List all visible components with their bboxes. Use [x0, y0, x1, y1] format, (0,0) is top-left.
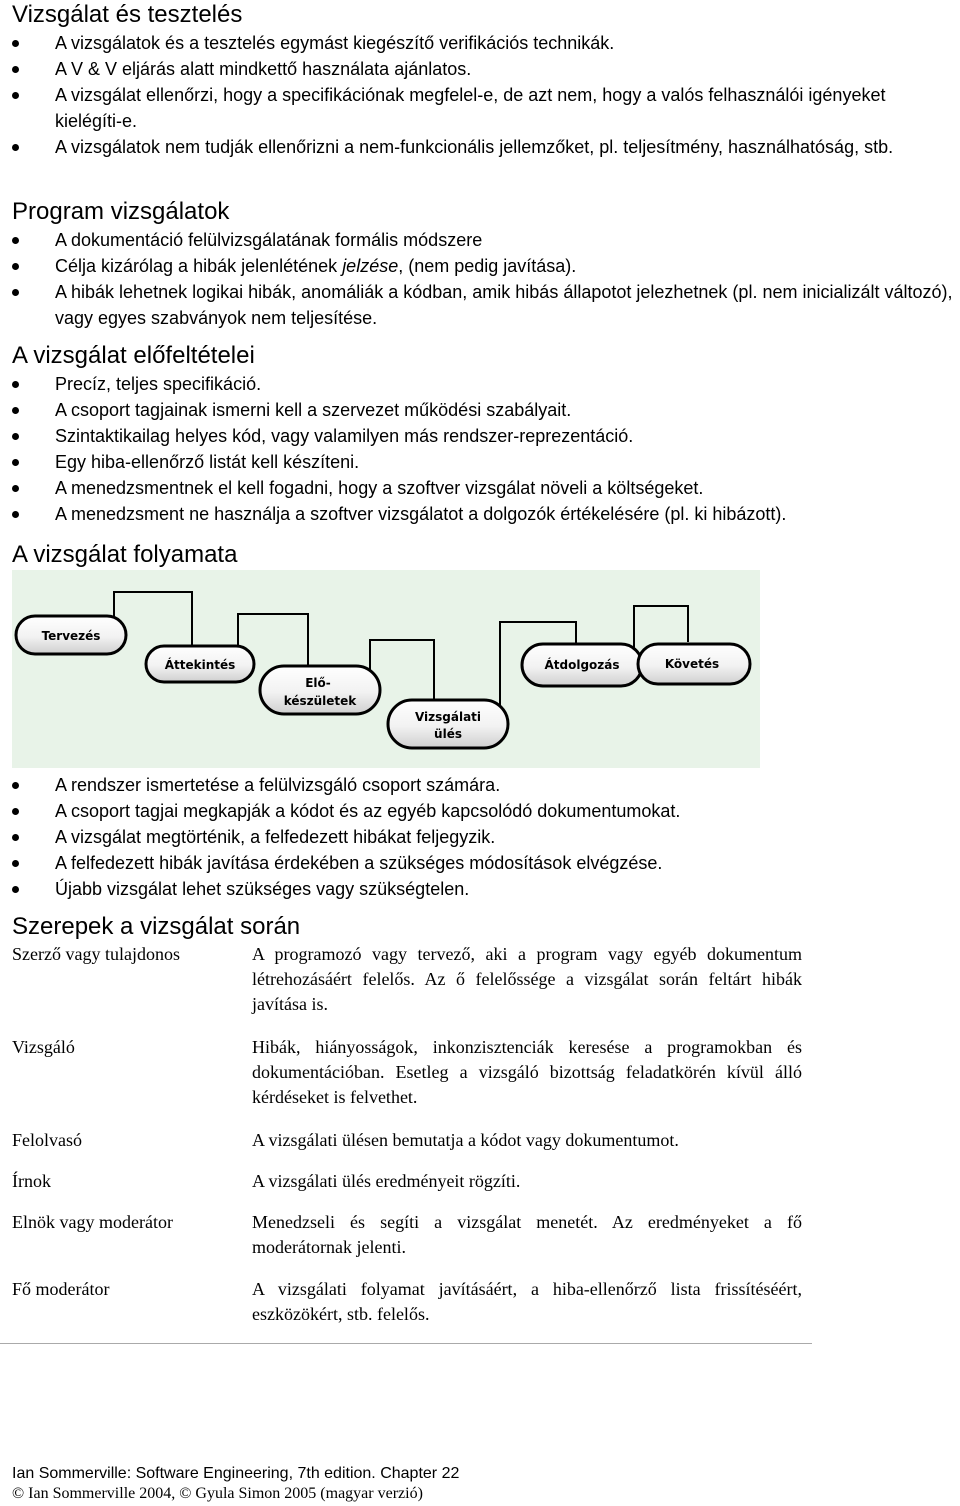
role-desc: Hibák, hiányosságok, inkonzisztenciák keresése a programokban és dokumentációban. Esetleg a vizsgáló bizottság feladatkörén kívül álló kérdéseket is felvethet. [252, 1037, 802, 1107]
bullet-icon [12, 66, 19, 73]
bullet-list-3 [12, 371, 957, 527]
role-desc: Menedzseli és segíti a vizsgálat menetét. Az eredményeket a fő moderátornak jelenti. [252, 1212, 802, 1257]
list-item-text: Egy hiba-ellenőrző listát kell készíteni. [55, 452, 360, 472]
bullet-list-4 [12, 772, 957, 902]
list-item-text: A dokumentáció felülvizsgálatának formális módszere [55, 230, 483, 250]
role-desc: A vizsgálati folyamat javításáért, a hiba-ellenőrző lista frissítéséért, eszközökért, stb. felelős. [252, 1279, 802, 1324]
bullet-icon [12, 433, 19, 440]
list-item [12, 772, 957, 798]
list-item [12, 253, 957, 279]
section-title-elofeltetelei: A vizsgálat előfeltételei [12, 342, 255, 369]
list-item-text: A menedzsment ne használja a szoftver vizsgálatot a dolgozók értékelésére (pl. ki hibázott). [55, 504, 787, 524]
role-name: Vizsgáló [12, 1037, 75, 1057]
list-item [12, 475, 957, 501]
role-name: Szerző vagy tulajdonos [12, 944, 180, 964]
list-item [12, 824, 957, 850]
list-item [12, 279, 957, 331]
list-item-text: Precíz, teljes specifikáció. [55, 374, 262, 394]
bullet-icon [12, 144, 19, 151]
bullet-icon [12, 860, 19, 867]
list-item [12, 227, 957, 253]
role-desc: A programozó vagy tervező, aki a program vagy egyéb dokumentum létrehozásáért felelős. Az ő felelőssége a vizsgálat során feltárt hibák javítása is. [252, 944, 802, 1014]
bullet-icon [12, 237, 19, 244]
list-item-text: A vizsgálat megtörténik, a felfedezett hibákat feljegyzik. [55, 827, 496, 847]
list-item [12, 134, 957, 160]
list-item [12, 397, 957, 423]
node-label-ules: ülés [434, 727, 462, 741]
list-item-text: A V & V eljárás alatt mindkettő használata ajánlatos. [55, 59, 472, 79]
role-name: Felolvasó [12, 1130, 82, 1150]
list-item-text: A vizsgálatok és a tesztelés egymást kiegészítő verifikációs technikák. [55, 33, 615, 53]
list-item-text: Szintaktikailag helyes kód, vagy valamilyen más rendszer-reprezentáció. [55, 426, 634, 446]
list-item-text: A menedzsmentnek el kell fogadni, hogy a szoftver vizsgálat növeli a költségeket. [55, 478, 704, 498]
list-item [12, 371, 957, 397]
node-label-atdolgozas: Átdolgozás [544, 658, 620, 672]
list-item-text: A hibák lehetnek logikai hibák, anomáliák a kódban, amik hibás állapotot jelezhetnek (pl. nem inicializált változó), vagy egyes szabványok nem teljesítése. [55, 282, 953, 328]
node-label-kovetes: Követés [664, 657, 720, 671]
divider [0, 1343, 812, 1344]
bullet-icon [12, 886, 19, 893]
bullet-list-2 [12, 227, 957, 331]
role-name: Írnok [12, 1171, 51, 1191]
node-label-tervezes: Tervezés [41, 629, 101, 643]
bullet-icon [12, 381, 19, 388]
list-item [12, 56, 957, 82]
list-item [12, 876, 957, 902]
bullet-list-1 [12, 30, 957, 160]
bullet-icon [12, 263, 19, 270]
footer-line-1: Ian Sommerville: Software Engineering, 7th edition. Chapter 22 [12, 1465, 460, 1482]
node-label-keszuletek: készületek [283, 694, 357, 708]
list-item-tail: , (nem pedig javítása). [398, 256, 577, 276]
list-item-text: Újabb vizsgálat lehet szükséges vagy szükségtelen. [55, 879, 470, 899]
node-label-attekintes: Áttekintés [164, 658, 236, 672]
list-item [12, 423, 957, 449]
list-item-text: A vizsgálatok nem tudják ellenőrizni a nem-funkcionális jellemzőket, pl. teljesítmény, használhatóság, stb. [55, 137, 894, 157]
node-label-vizsgalati: Vizsgálati [414, 710, 482, 724]
list-item-text: A rendszer ismertetése a felülvizsgáló csoport számára. [55, 775, 501, 795]
node-label-elo: Elő- [305, 676, 331, 690]
list-item [12, 82, 957, 134]
list-item [12, 30, 957, 56]
section-title-program-vizsgalatok: Program vizsgálatok [12, 198, 230, 225]
bullet-icon [12, 834, 19, 841]
list-item-italic: jelzése [342, 256, 399, 276]
role-name: Fő moderátor [12, 1279, 110, 1299]
role-name: Elnök vagy moderátor [12, 1212, 173, 1232]
bullet-icon [12, 808, 19, 815]
list-item [12, 449, 957, 475]
section-title-vizsgalat-es-teszteles: Vizsgálat és tesztelés [12, 1, 243, 28]
bullet-icon [12, 459, 19, 466]
role-desc: A vizsgálati ülés eredményeit rögzíti. [252, 1171, 521, 1191]
bullet-icon [12, 289, 19, 296]
section-title-szerepek: Szerepek a vizsgálat során [12, 913, 301, 940]
list-item-text: A vizsgálat ellenőrzi, hogy a specifikációnak megfelel-e, de azt nem, hogy a valós felhasználói igényeket kielégíti-e. [55, 85, 886, 131]
footer-line-2: © Ian Sommerville 2004, © Gyula Simon 2005 (magyar verzió) [12, 1485, 423, 1502]
list-item [12, 850, 957, 876]
list-item [12, 501, 957, 527]
bullet-icon [12, 40, 19, 47]
list-item-text: Célja kizárólag a hibák jelenlétének [55, 256, 343, 276]
list-item [12, 798, 957, 824]
list-item-text: A felfedezett hibák javítása érdekében a szükséges módosítások elvégzése. [55, 853, 663, 873]
bullet-icon [12, 511, 19, 518]
bullet-icon [12, 782, 19, 789]
bullet-icon [12, 407, 19, 414]
role-desc: A vizsgálati ülésen bemutatja a kódot vagy dokumentumot. [252, 1130, 679, 1150]
section-title-folyamata: A vizsgálat folyamata [12, 541, 238, 568]
bullet-icon [12, 92, 19, 99]
list-item-text: A csoport tagjainak ismerni kell a szervezet működési szabályait. [55, 400, 572, 420]
list-item-text: A csoport tagjai megkapják a kódot és az egyéb kapcsolódó dokumentumokat. [55, 801, 681, 821]
bullet-icon [12, 485, 19, 492]
process-diagram [12, 570, 760, 768]
